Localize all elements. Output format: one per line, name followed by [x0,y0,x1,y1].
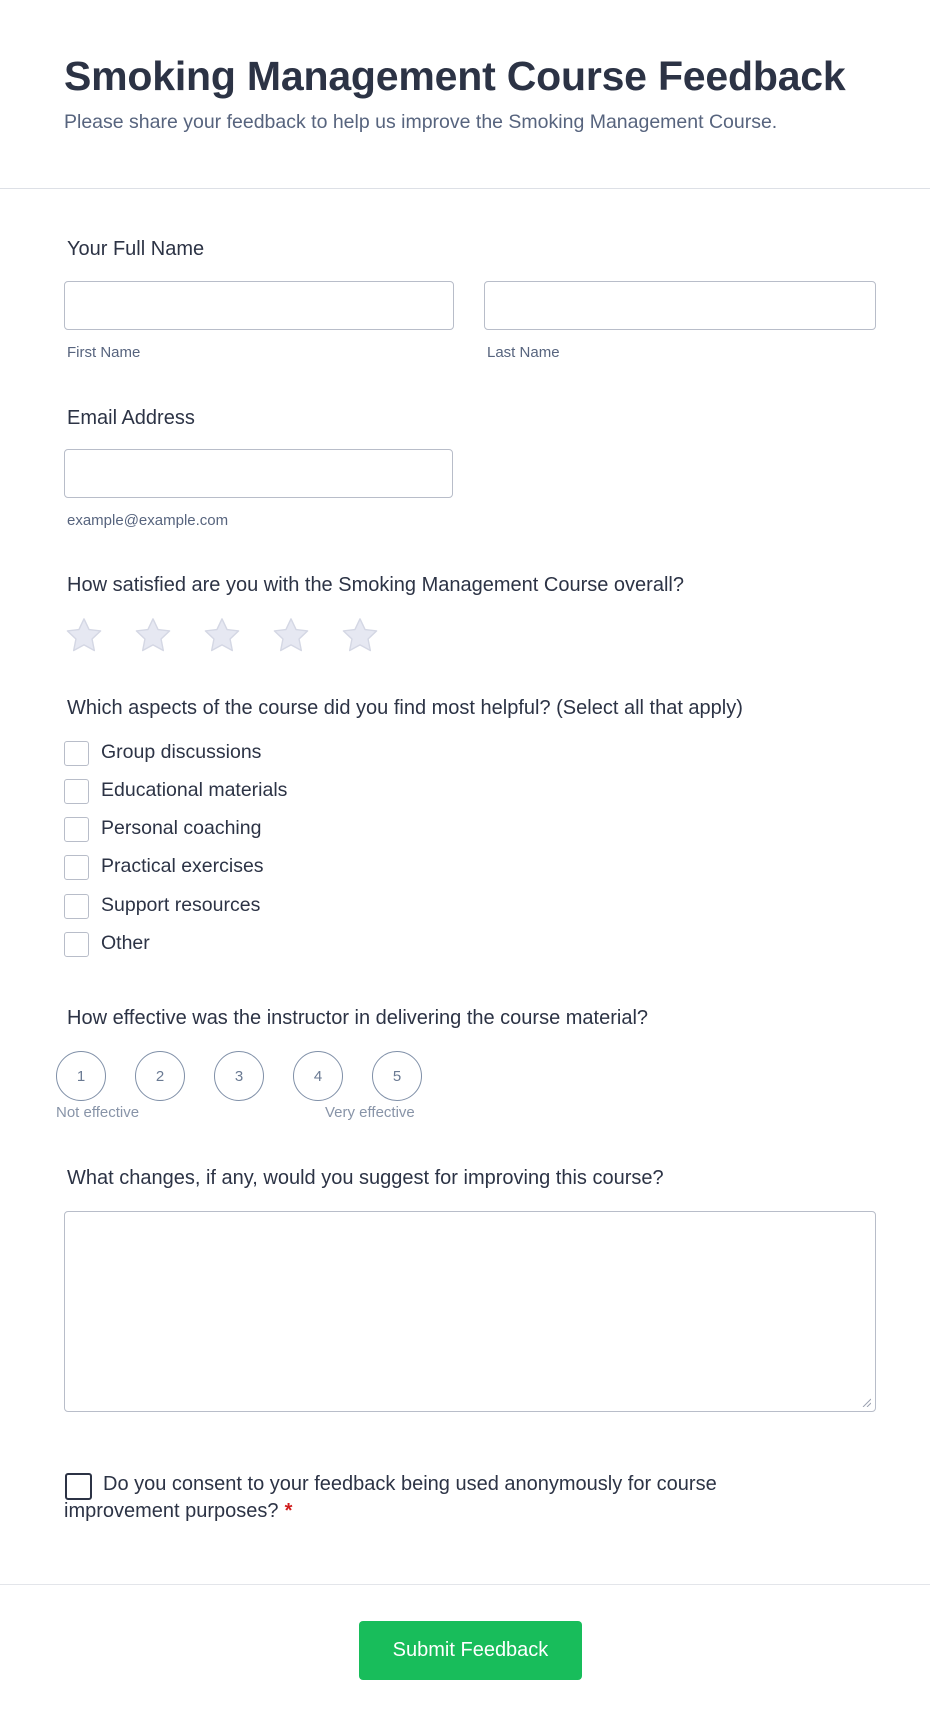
page-subtitle: Please share your feedback to help us improve the Smoking Management Course. [64,111,778,133]
scale-max-caption: Very effective [325,1104,415,1121]
rating-star-2-icon[interactable] [132,615,174,657]
form-header [0,0,930,189]
page-title: Smoking Management Course Feedback [64,53,846,99]
suggestions-label: What changes, if any, would you suggest for improving this course? [67,1167,664,1189]
helpful-aspect-label: Group discussions [101,741,262,763]
satisfaction-label: How satisfied are you with the Smoking Management Course overall? [67,574,684,596]
required-mark: * [284,1500,293,1522]
scale-option-2[interactable]: 2 [135,1051,185,1101]
consent-question [64,1471,824,1525]
rating-star-4-icon[interactable] [270,615,312,657]
rating-star-3-icon[interactable] [201,615,243,657]
last-name-sublabel: Last Name [487,344,560,361]
first-name-input[interactable] [64,281,454,330]
footer-divider [0,1584,930,1585]
scale-option-5[interactable]: 5 [372,1051,422,1101]
full-name-label: Your Full Name [67,238,205,260]
email-label: Email Address [67,407,195,429]
helpful-aspect-label: Practical exercises [101,855,264,877]
email-input[interactable] [64,449,453,498]
consent-checkbox[interactable] [65,1473,92,1500]
helpful-aspect-checkbox[interactable] [64,779,89,804]
scale-option-3[interactable]: 3 [214,1051,264,1101]
last-name-input[interactable] [484,281,876,330]
rating-star-5-icon[interactable] [339,615,381,657]
helpful-aspect-checkbox[interactable] [64,855,89,880]
helpful-aspect-checkbox[interactable] [64,932,89,957]
scale-option-1[interactable]: 1 [56,1051,106,1101]
scale-option-4[interactable]: 4 [293,1051,343,1101]
helpful-aspect-label: Other [101,932,150,954]
helpful-aspect-label: Personal coaching [101,817,262,839]
consent-text: Do you consent to your feedback being used anonymously for course improvement purposes? [64,1473,717,1522]
helpful-aspect-checkbox[interactable] [64,741,89,766]
helpful-aspects-label: Which aspects of the course did you find most helpful? (Select all that apply) [67,697,743,719]
first-name-sublabel: First Name [67,344,141,361]
helpful-aspect-label: Educational materials [101,779,288,801]
helpful-aspect-label: Support resources [101,894,261,916]
helpful-aspect-checkbox[interactable] [64,817,89,842]
email-sublabel: example@example.com [67,512,229,529]
suggestions-textarea[interactable] [64,1211,876,1412]
helpful-aspect-checkbox[interactable] [64,894,89,919]
submit-button[interactable]: Submit Feedback [359,1621,582,1680]
rating-star-1-icon[interactable] [63,615,105,657]
scale-min-caption: Not effective [56,1104,140,1121]
instructor-label: How effective was the instructor in delivering the course material? [67,1007,649,1029]
resize-grip-icon[interactable] [861,1397,871,1407]
